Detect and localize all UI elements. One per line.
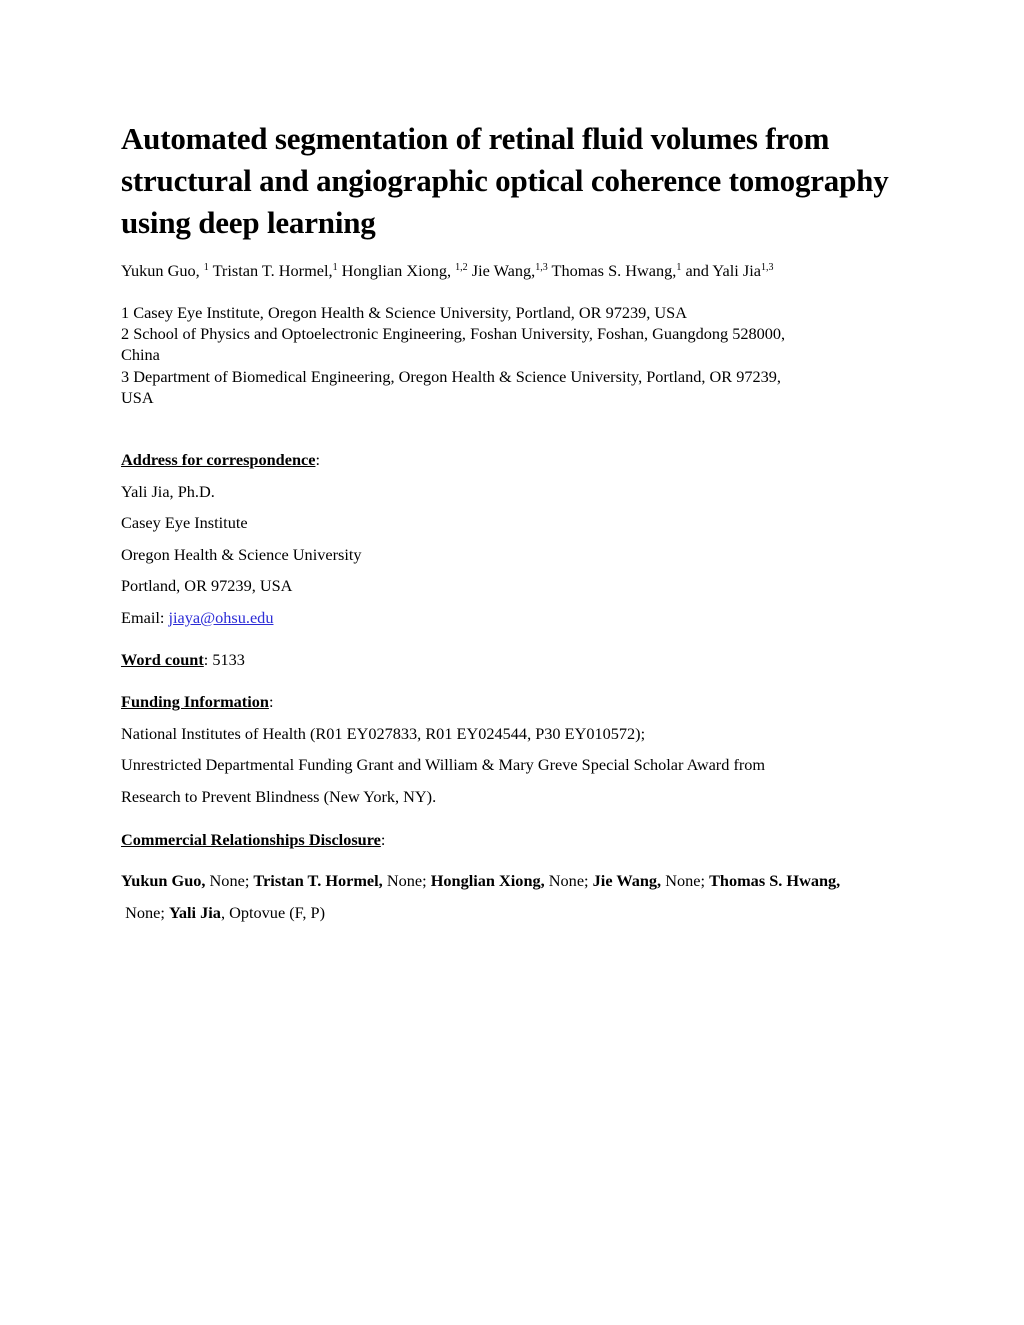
correspondence-line: Casey Eye Institute	[121, 513, 248, 533]
correspondence-line: Yali Jia, Ph.D.	[121, 481, 215, 501]
disclosure-name: Tristan T. Hormel,	[253, 871, 383, 891]
paper-title: Automated segmentation of retinal fluid volumes from structural and angiographic optical coherence tomography using deep learning	[121, 121, 889, 240]
author-list	[121, 260, 901, 282]
disclosure-heading-line: Commercial Relationships Disclosure:	[121, 829, 386, 849]
funding-section	[121, 686, 901, 812]
affiliation-list	[121, 302, 901, 408]
correspondence-line: Portland, OR 97239, USA	[121, 576, 293, 596]
funding-line: Unrestricted Departmental Funding Grant and William & Mary Greve Special Scholar Award from	[121, 755, 766, 775]
author: Jie Wang,$^{1,3}$	[471, 261, 548, 280]
affiliation-line: USA	[121, 387, 154, 407]
email-line: Email: jiaya@ohsu.edu	[121, 607, 274, 627]
author: Tristan T. Hormel,$^1$	[212, 261, 338, 280]
author: Honglian Xiong, $^{1,2}$	[341, 261, 468, 280]
author: Yukun Guo, $^1$	[121, 261, 209, 280]
disclosure-name: Honglian Xiong,	[430, 871, 545, 891]
affiliation-line: 1 Casey Eye Institute, Oregon Health & Science University, Portland, OR 97239, USA	[121, 303, 687, 322]
affiliation-line: 3 Department of Biomedical Engineering, Oregon Health & Science University, Portland, OR 97239,	[121, 366, 781, 386]
author: and Yali Jia$^{1,3}$	[685, 261, 774, 280]
correspondence-line: Oregon Health & Science University	[121, 544, 362, 564]
correspondence-section	[121, 444, 901, 634]
funding-line: National Institutes of Health (R01 EY027833, R01 EY024544, P30 EY010572);	[121, 723, 646, 743]
disclosure-heading: Commercial Relationships Disclosure	[121, 829, 381, 849]
funding-heading: Funding Information	[121, 692, 269, 712]
correspondence-heading: Address for correspondence	[121, 450, 316, 470]
word-count-heading: Word count	[121, 649, 204, 669]
disclosure-body: Yukun Guo, None; Tristan T. Hormel, None; Honglian Xiong, None; Jie Wang, None; Thomas S. Hwang, None; Yali Jia, Optovue (F, P)	[121, 871, 841, 922]
word-count-section: Word count: 5133	[121, 649, 245, 669]
word-count-value: 5133	[208, 649, 245, 669]
author: Thomas S. Hwang,$^1$	[551, 261, 682, 280]
disclosure-name: Yali Jia	[168, 902, 221, 922]
paper-title-page	[121, 118, 901, 928]
disclosure-name: Thomas S. Hwang,	[709, 871, 841, 891]
disclosure-section	[121, 824, 901, 856]
funding-heading-line: Funding Information:	[121, 692, 274, 712]
affiliation-line: 2 School of Physics and Optoelectronic Engineering, Foshan University, Foshan, Guangdong 528000,	[121, 324, 786, 344]
email-link[interactable]: jiaya@ohsu.edu	[168, 607, 274, 627]
disclosure-name: Yukun Guo,	[121, 871, 206, 891]
funding-line: Research to Prevent Blindness (New York, NY).	[121, 786, 437, 806]
disclosure-name: Jie Wang,	[592, 871, 662, 891]
correspondence-heading-line: Address for correspondence:	[121, 450, 320, 470]
affiliation-line: China	[121, 345, 160, 365]
